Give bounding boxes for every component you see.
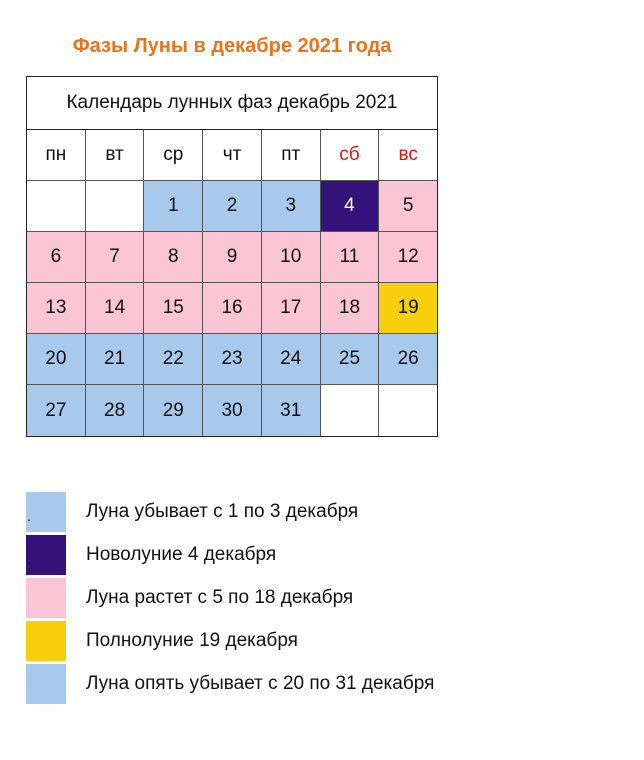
day-cell-30: 30 <box>203 385 262 436</box>
day-cell-16: 16 <box>203 283 262 334</box>
legend-marker: . <box>27 550 31 567</box>
day-cell-21: 21 <box>86 334 145 385</box>
day-cell-28: 28 <box>86 385 145 436</box>
calendar-header: Календарь лунных фаз декабрь 2021 <box>27 77 437 130</box>
legend-swatch <box>26 535 66 575</box>
week-row <box>27 232 437 283</box>
day-cell-2: 2 <box>203 181 262 232</box>
legend-text: Луна растет с 5 по 18 декабря <box>86 586 354 608</box>
day-cell-22: 22 <box>144 334 203 385</box>
week-row <box>27 334 437 385</box>
legend-item <box>26 490 434 533</box>
legend-swatch <box>26 492 66 532</box>
day-cell-empty <box>86 181 145 232</box>
weekday-row <box>27 130 437 181</box>
day-cell-3: 3 <box>262 181 321 232</box>
day-cell-29: 29 <box>144 385 203 436</box>
day-cell-empty <box>379 385 437 436</box>
day-cell-20: 20 <box>27 334 86 385</box>
day-cell-8: 8 <box>144 232 203 283</box>
day-cell-18: 18 <box>321 283 380 334</box>
day-cell-empty <box>27 181 86 232</box>
weekday-пт: пт <box>262 130 321 181</box>
day-cell-19: 19 <box>379 283 437 334</box>
week-row <box>27 283 437 334</box>
legend-swatch <box>26 664 66 704</box>
day-cell-12: 12 <box>379 232 437 283</box>
week-row <box>27 385 437 436</box>
legend <box>26 490 434 705</box>
weekday-вт: вт <box>86 130 145 181</box>
day-cell-11: 11 <box>321 232 380 283</box>
day-cell-6: 6 <box>27 232 86 283</box>
day-cell-24: 24 <box>262 334 321 385</box>
day-cell-27: 27 <box>27 385 86 436</box>
day-cell-31: 31 <box>262 385 321 436</box>
weekday-ср: ср <box>144 130 203 181</box>
day-cell-26: 26 <box>379 334 437 385</box>
weekday-чт: чт <box>203 130 262 181</box>
weekday-сб: сб <box>321 130 380 181</box>
day-cell-9: 9 <box>203 232 262 283</box>
day-cell-1: 1 <box>144 181 203 232</box>
legend-item <box>26 619 434 662</box>
lunar-calendar <box>26 76 438 437</box>
day-cell-5: 5 <box>379 181 437 232</box>
legend-swatch <box>26 578 66 618</box>
legend-item <box>26 533 434 576</box>
weekday-вс: вс <box>379 130 437 181</box>
day-cell-4: 4 <box>321 181 380 232</box>
legend-item <box>26 662 434 705</box>
day-cell-7: 7 <box>86 232 145 283</box>
legend-swatch <box>26 621 66 661</box>
week-row <box>27 181 437 232</box>
day-cell-empty <box>321 385 380 436</box>
day-cell-10: 10 <box>262 232 321 283</box>
day-cell-17: 17 <box>262 283 321 334</box>
page-title: Фазы Луны в декабре 2021 года <box>72 35 392 57</box>
legend-text: Новолуние 4 декабря <box>86 543 277 565</box>
weekday-пн: пн <box>27 130 86 181</box>
day-cell-13: 13 <box>27 283 86 334</box>
day-cell-15: 15 <box>144 283 203 334</box>
day-cell-25: 25 <box>321 334 380 385</box>
legend-item <box>26 576 434 619</box>
calendar-grid <box>27 181 437 436</box>
day-cell-14: 14 <box>86 283 145 334</box>
legend-text: Луна убывает с 1 по 3 декабря <box>86 500 359 522</box>
legend-text: Полнолуние 19 декабря <box>86 629 298 651</box>
legend-text: Луна опять убывает с 20 по 31 декабря <box>86 672 435 694</box>
day-cell-23: 23 <box>203 334 262 385</box>
legend-marker: . <box>27 507 31 524</box>
